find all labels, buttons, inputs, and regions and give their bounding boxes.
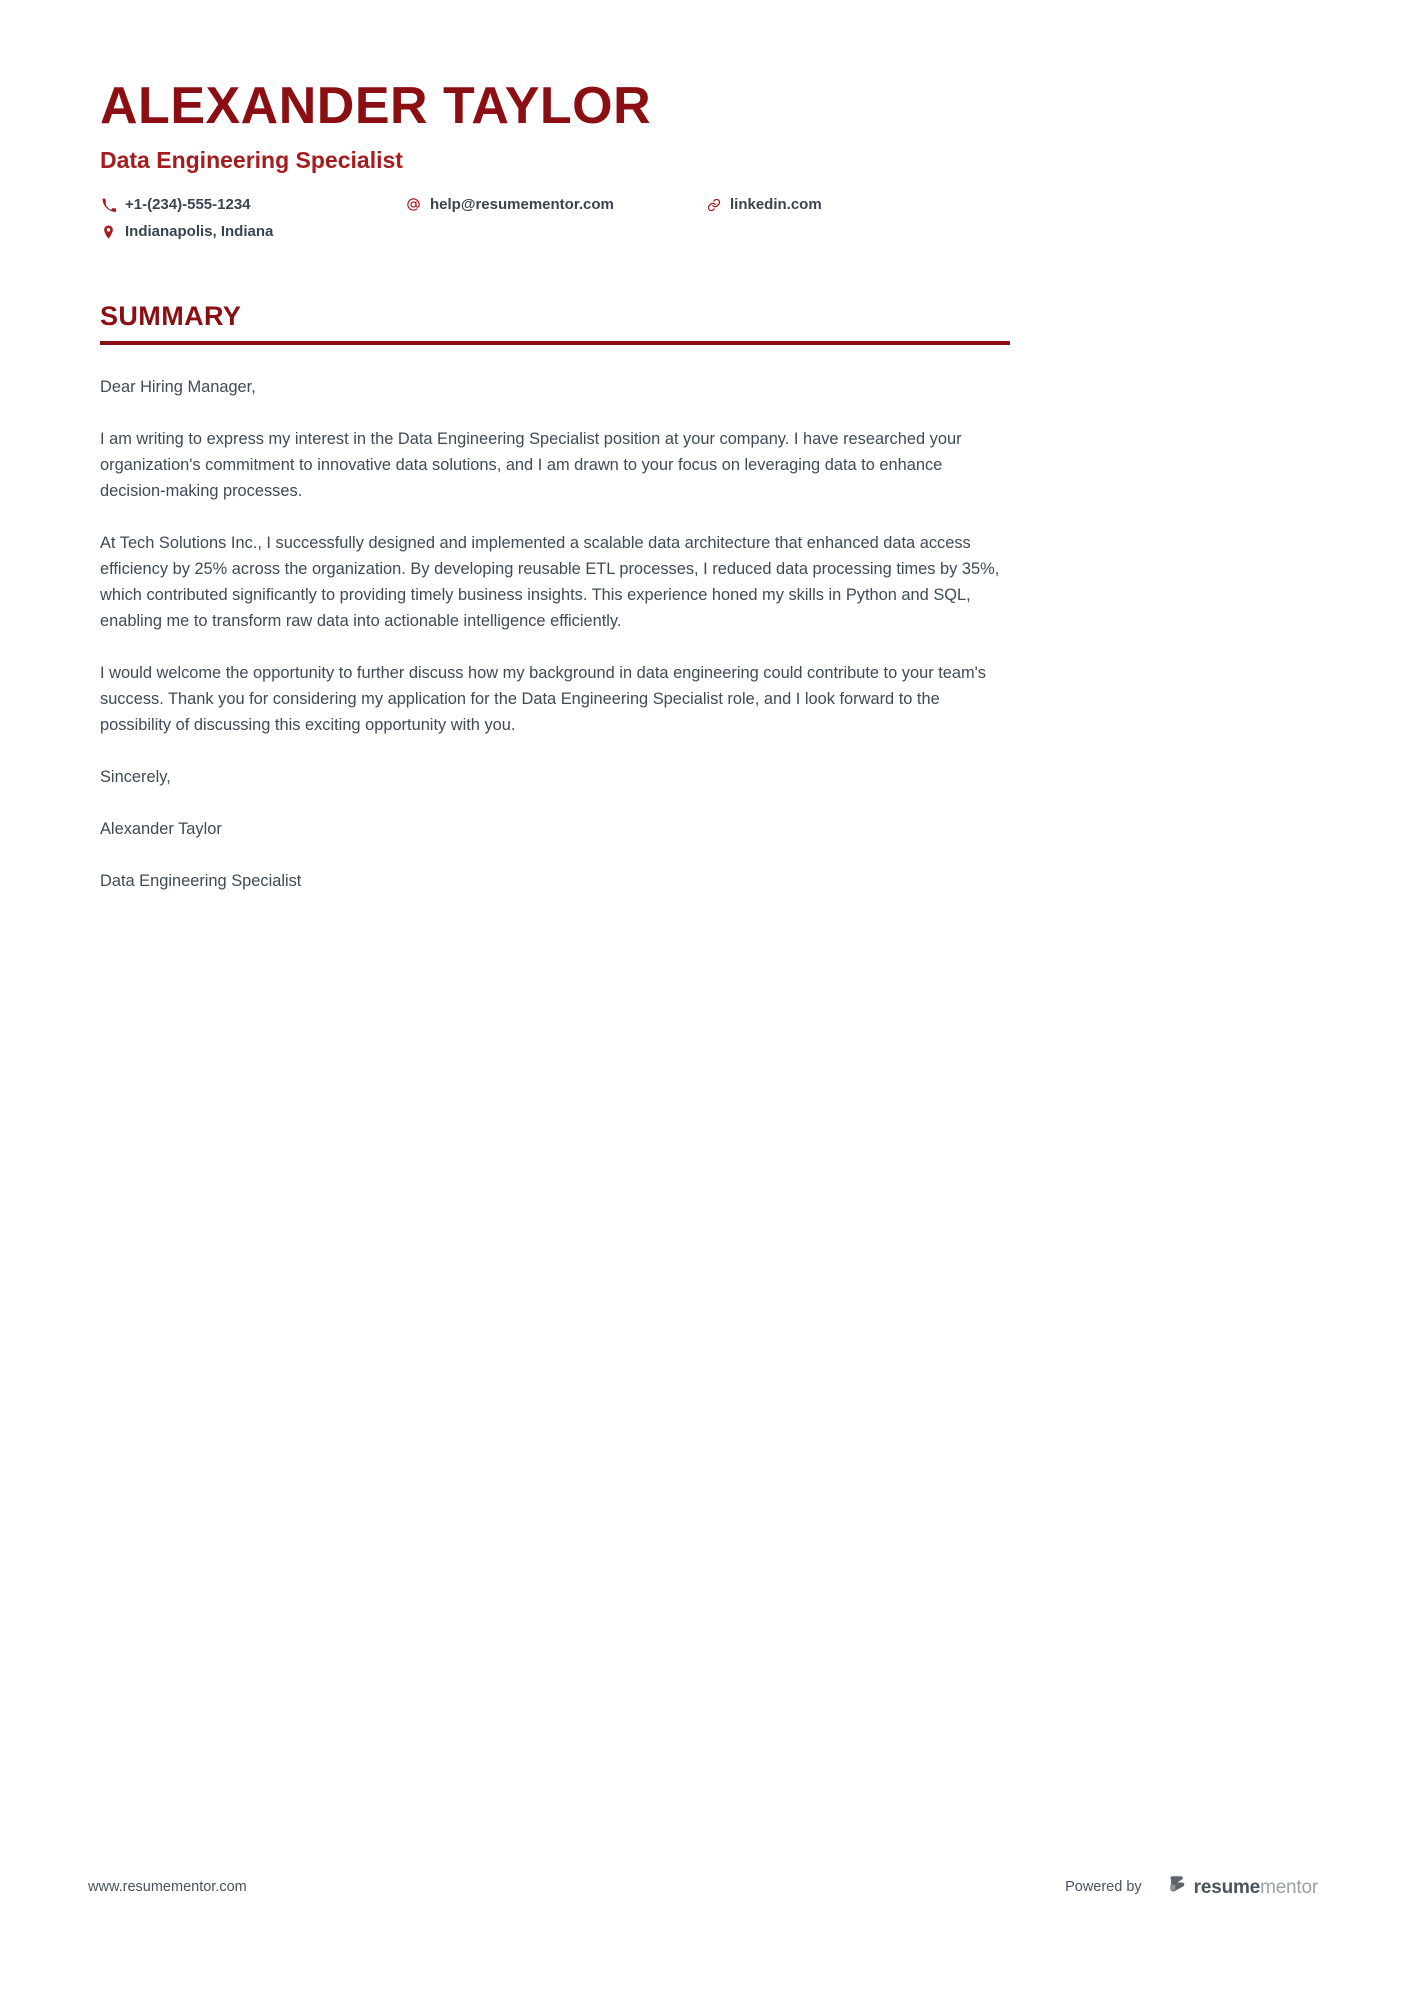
letter-closing: Sincerely, <box>100 768 171 787</box>
letter-signature-name: Alexander Taylor <box>100 820 222 839</box>
contact-website-value: linkedin.com <box>730 196 822 214</box>
letter-signature-title: Data Engineering Specialist <box>100 872 302 891</box>
contact-phone[interactable] <box>100 197 405 213</box>
contact-phone-value: +1-(234)-555-1234 <box>125 196 251 214</box>
resumementor-logo[interactable] <box>1168 1876 1318 1898</box>
footer-branding <box>1065 1876 1318 1898</box>
section-divider <box>100 341 1010 345</box>
contact-row-primary <box>100 197 880 213</box>
contact-block <box>100 197 880 240</box>
contact-row-secondary <box>100 224 880 240</box>
footer <box>0 1872 1410 1912</box>
document-content <box>100 0 1010 894</box>
contact-email[interactable] <box>405 197 705 213</box>
link-icon <box>705 197 722 213</box>
job-title: Data Engineering Specialist <box>100 147 403 174</box>
page-title: ALEXANDER TAYLOR <box>100 77 652 135</box>
at-sign-icon <box>405 197 422 213</box>
header <box>100 0 1010 175</box>
letter-paragraph-2: At Tech Solutions Inc., I successfully designed and implemented a scalable data architecture that enhanced data access efficiency by 25% across the organization. By developing reusable ETL processes, I reduced data processing times by 35%, which contributed significantly to providing timely business insights. This experience honed my skills in Python and SQL, enabling me to transform raw data into actionable intelligence efficiently. <box>100 534 1000 631</box>
logo-text-light: mentor <box>1260 1876 1318 1898</box>
phone-icon <box>100 197 117 213</box>
letter-paragraph-3: I would welcome the opportunity to further discuss how my background in data engineering could contribute to your team's success. Thank you for considering my application for the Data Engineering Specialist role, and I look forward to the possibility of discussing this exciting opportunity with you. <box>100 664 986 735</box>
contact-email-value: help@resumementor.com <box>430 196 614 214</box>
powered-by-label: Powered by <box>1065 1878 1142 1895</box>
contact-location <box>100 224 405 240</box>
letter-paragraph-1: I am writing to express my interest in the Data Engineering Specialist position at your company. I have researched your organization's commitment to innovative data solutions, and I am drawn to your focus on leveraging data to enhance decision-making processes. <box>100 430 962 501</box>
resumementor-logo-icon <box>1168 1876 1187 1898</box>
cover-letter-body <box>100 374 1010 894</box>
summary-section <box>100 302 1010 895</box>
footer-website-url[interactable]: www.resumementor.com <box>88 1879 247 1895</box>
contact-location-value: Indianapolis, Indiana <box>125 223 274 241</box>
logo-text-strong: resume <box>1193 1876 1261 1898</box>
section-heading-summary: SUMMARY <box>100 300 242 331</box>
map-pin-icon <box>100 224 117 240</box>
letter-salutation: Dear Hiring Manager, <box>100 378 256 397</box>
contact-website[interactable] <box>705 197 880 213</box>
